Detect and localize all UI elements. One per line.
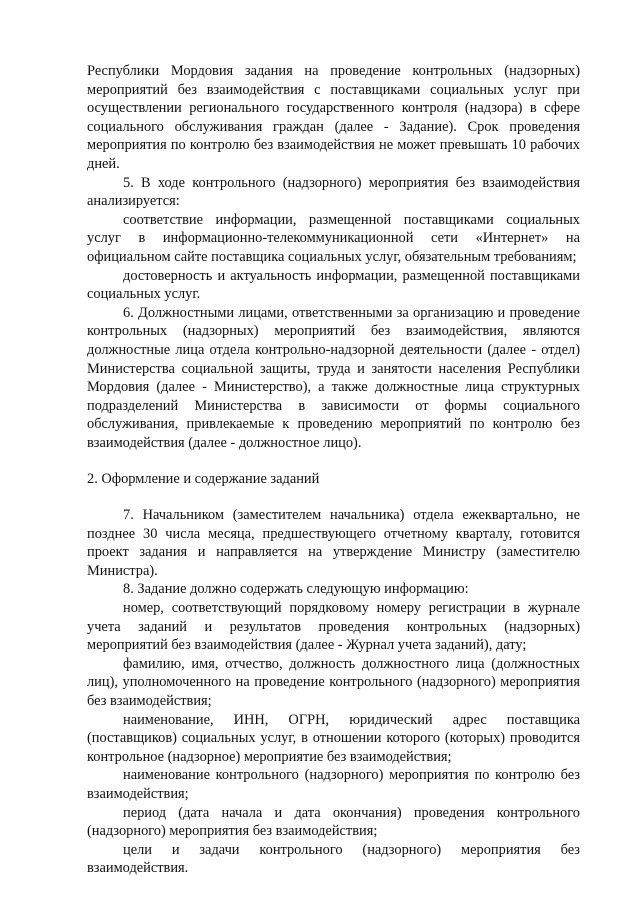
list-item-event-name: наименование контрольного (надзорного) мероприятия по контролю без взаимодействия; <box>87 767 580 802</box>
paragraph-assignment-intro: Республики Мордовия задания на проведение контрольных (надзорных) мероприятий без взаимодействия с поставщиками социальных услуг при осуществлении регионального государственного контроля (надзора) в сфере социального обслуживания граждан (далее - Задание). Срок проведения мероприятия по контролю без взаимодействия не может превышать 10 рабочих дней. <box>87 63 580 172</box>
list-item-provider: наименование, ИНН, ОГРН, юридический адрес поставщика (поставщиков) социальных услуг, в отношении которого (которых) проводится контрольное (надзорное) мероприятие без взаимодействия; <box>87 711 580 765</box>
document-page <box>87 62 580 878</box>
paragraph-item-5: 5. В ходе контрольного (надзорного) мероприятия без взаимодействия анализируется: <box>87 174 580 210</box>
list-item-number: номер, соответствующий порядковому номеру регистрации в журнале учета заданий и результатов проведения контрольных (надзорных) мероприятий без взаимодействия (далее - Журнал учета заданий), дату; <box>87 600 580 654</box>
section-heading: 2. Оформление и содержание заданий <box>87 471 320 488</box>
list-item-official: фамилию, имя, отчество, должность должностного лица (должностных лиц), уполномоченного на проведение контрольного (надзорного) мероприятия без взаимодействия; <box>87 655 580 709</box>
paragraph-analysis-reliability: достоверность и актуальность информации, размещенной поставщиками социальных услуг. <box>87 267 580 303</box>
list-item-goals: цели и задачи контрольного (надзорного) мероприятия без взаимодействия. <box>87 841 580 877</box>
paragraph-analysis-compliance: соответствие информации, размещенной поставщиками социальных услуг в информационно-телекоммуникационной сети «Интернет» на официальном сайте поставщика социальных услуг, обязательным требованиям; <box>87 211 580 265</box>
list-item-period: период (дата начала и дата окончания) проведения контрольного (надзорного) мероприятия без взаимодействия; <box>87 804 580 840</box>
section-body-after <box>87 506 580 878</box>
paragraph-item-8: 8. Задание должно содержать следующую информацию: <box>123 581 469 598</box>
section-body-before <box>87 62 580 452</box>
paragraph-item-6: 6. Должностными лицами, ответственными за организацию и проведение контрольных (надзорных) мероприятий без взаимодействия, являются должностные лица отдела контрольно-надзорной деятельности (далее - отдел) Министерства социальной защиты, труда и занятости населения Республики Мордовия (далее - Министерство), а также должностные лица структурных подразделений Министерства в зависимости от формы социального обслуживания, привлекаемые к проведению мероприятий по контролю без взаимодействия (далее - должностное лицо). <box>87 304 580 451</box>
paragraph-item-7: 7. Начальником (заместителем начальника) отдела ежеквартально, не позднее 30 числа месяца, предшествующего отчетному кварталу, готовится проект задания и направляется на утверждение Министру (заместителю Министра). <box>87 507 580 579</box>
